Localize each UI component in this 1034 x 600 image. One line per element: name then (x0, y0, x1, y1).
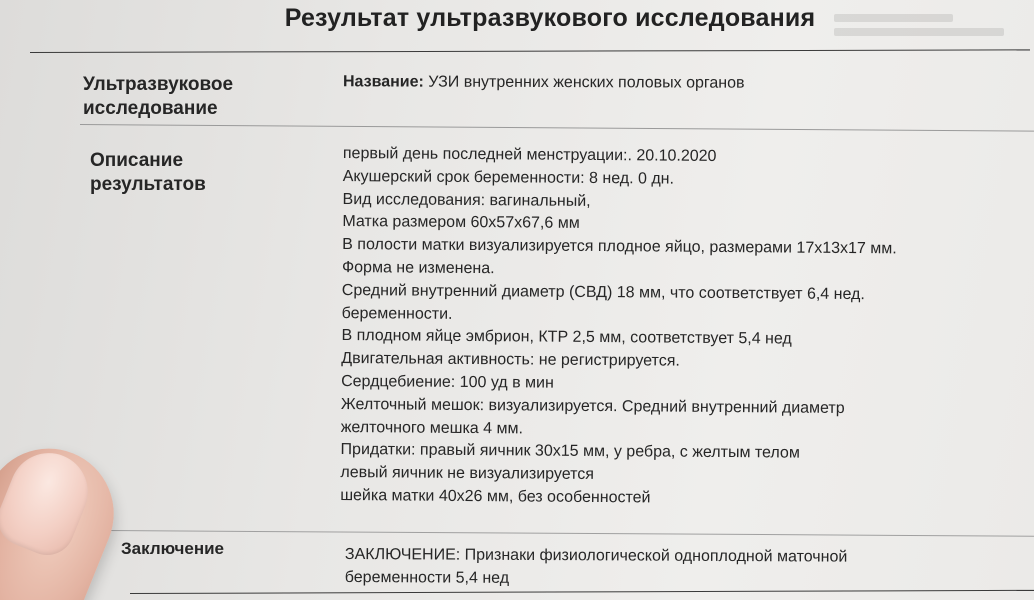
description-section-label: Описание результатов (90, 150, 206, 195)
divider (100, 530, 1034, 537)
divider (30, 49, 1030, 53)
description-line: Вид исследования: вагинальный, (342, 190, 591, 210)
description-line: Матка размером 60х57х67,6 мм (342, 213, 580, 233)
description-line: Акушерский срок беременности: 8 нед. 0 дн. (342, 167, 675, 188)
description-line: Придатки: правый яичник 30х15 мм, у ребра, с желтым телом (340, 441, 800, 462)
description-line: В полости матки визуализируется плодное яйцо, размерами 17х13х17 мм. (342, 236, 897, 258)
description-line: Желточный мешок: визуализируется. Средний внутренний диаметр (340, 395, 845, 417)
conclusion-line: ЗАКЛЮЧЕНИЕ: Признаки физиологической одноплодной маточной (344, 546, 848, 566)
description-line: Средний внутренний диаметр (СВД) 18 мм, что соответствует 6,4 нед. (341, 281, 865, 303)
description-line: беременности. (341, 304, 453, 323)
finger-photo (0, 429, 133, 600)
description-line: желточного мешка 4 мм. (340, 418, 524, 437)
description-line: первый день последней менструации:. 20.10.2020 (342, 144, 717, 165)
fingernail (0, 441, 100, 563)
description-line: Сердцебиение: 100 уд в мин (341, 372, 554, 392)
description-line: шейка матки 40х26 мм, без особенностей (340, 486, 651, 507)
description-text (340, 143, 897, 512)
conclusion-section-label: Заключение (121, 539, 224, 558)
description-line: В плодном яйце эмбрион, КТР 2,5 мм, соответствует 5,4 нед (341, 327, 792, 348)
conclusion-line: беременности 5,4 нед (344, 568, 510, 587)
study-name (343, 73, 745, 92)
study-name-label: Название: (342, 73, 424, 91)
document-title: Результат ультразвукового исследования (284, 4, 816, 32)
divider (130, 590, 1034, 594)
description-line: Двигательная активность: не регистрируется. (341, 350, 680, 370)
divider (80, 124, 1034, 132)
description-line: левый яичник не визуализируется (340, 464, 595, 484)
study-section-label: Ультразвуковое исследование (83, 74, 234, 119)
description-line: Форма не изменена. (341, 258, 495, 278)
study-name-value: УЗИ внутренних женских половых органов (423, 73, 745, 92)
conclusion-text (345, 544, 848, 592)
